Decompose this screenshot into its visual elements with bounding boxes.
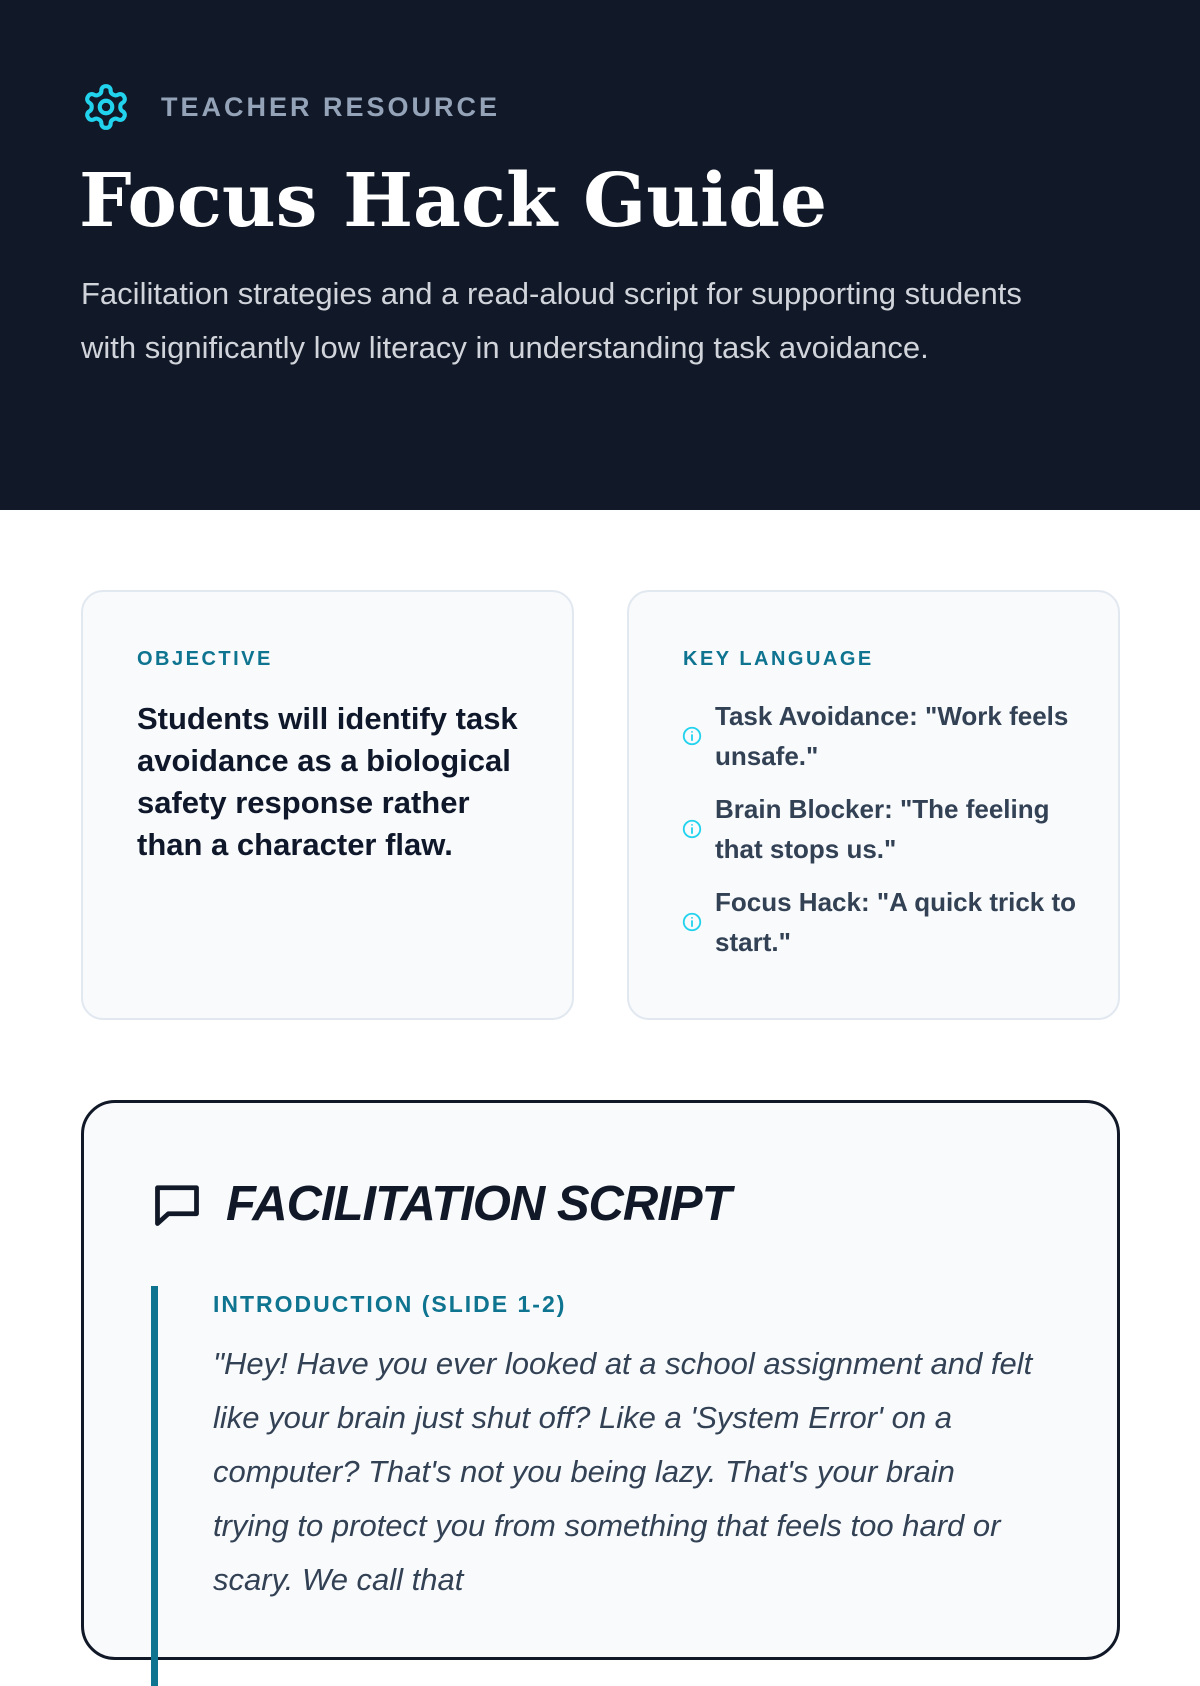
- hero-banner: [0, 0, 1200, 510]
- eyebrow: [81, 82, 500, 132]
- script-header: [151, 1176, 731, 1232]
- eyebrow-label: TEACHER RESOURCE: [161, 91, 501, 122]
- objective-card: [81, 590, 574, 1020]
- info-icon: [681, 911, 703, 933]
- key-language-item: [681, 789, 1081, 869]
- key-language-item: [681, 882, 1081, 962]
- gear-icon: [81, 82, 131, 132]
- facilitation-script-card: [81, 1100, 1120, 1660]
- script-section: [151, 1286, 1051, 1686]
- key-language-text: Brain Blocker: "The feeling that stops us.": [715, 794, 1050, 864]
- key-language-item: [681, 696, 1081, 776]
- page-title: Focus Hack Guide: [79, 158, 828, 244]
- script-title: FACILITATION SCRIPT: [226, 1177, 731, 1231]
- key-language-label: KEY LANGUAGE: [683, 648, 874, 670]
- speech-bubble-icon: [151, 1178, 203, 1230]
- info-icon: [681, 725, 703, 747]
- key-language-text: Task Avoidance: "Work feels unsafe.": [715, 701, 1069, 771]
- key-language-card: [627, 590, 1120, 1020]
- objective-label: OBJECTIVE: [137, 648, 273, 670]
- key-language-text: Focus Hack: "A quick trick to start.": [715, 887, 1077, 957]
- script-section-quote: "Hey! Have you ever looked at a school assignment and felt like your brain just shut off? Like a 'System Error' on a computer? That's not you being lazy. That's your brain trying to protect you from something that feels too hard or scary. We call that: [213, 1346, 1033, 1597]
- info-icon: [681, 818, 703, 840]
- script-section-label: INTRODUCTION (SLIDE 1-2): [213, 1291, 567, 1317]
- key-language-list: [681, 696, 1081, 975]
- objective-text: Students will identify task avoidance as a biological safety response rather than a character flaw.: [137, 701, 518, 862]
- page-subtitle: Facilitation strategies and a read-aloud script for supporting students with significantly low literacy in understanding task avoidance.: [81, 276, 1022, 365]
